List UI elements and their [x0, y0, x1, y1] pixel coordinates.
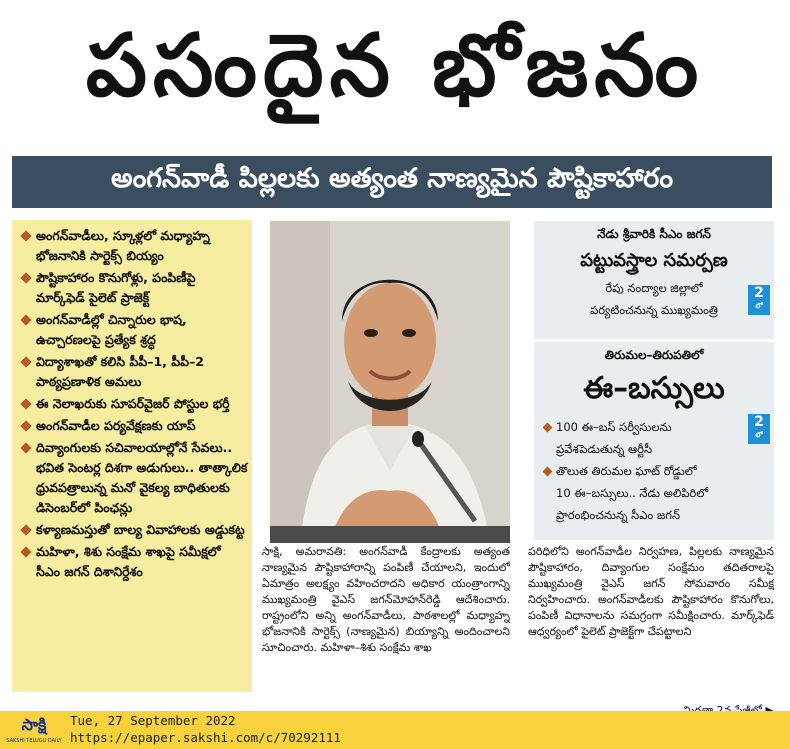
ebus-bullet-line: 10 ఈ–బస్సులు.. నేడు అలిపిరిలో [556, 486, 709, 500]
article-body-right: పరిధిలోని అంగన్‌వాడీల నిర్వహణ, పిల్లలకు నాణ్యమైన పౌష్టికాహారం, దివ్యాంగుల సంక్షేమం తదితరాలపై ముఖ్యమంత్రి వైఎస్‌ జగన్‌ సోమవారం సమీక్ష నిర్వహించారు. అంగన్‌వాడీలకు పౌష్టికాహారం కొనుగోలు, పంపిణీ విధానాలను సమగ్రంగా సమీక్షించారు. మార్క్‌ఫెడ్‌ ఆధ్వర్యంలో పైలెట్‌ ప్రాజెక్ట్‌గా చేపట్టాలని [528, 545, 774, 638]
badge-suffix: లో [755, 431, 763, 439]
highlight-item [22, 310, 248, 350]
box1-line: పర్యటించనున్న ముఖ్యమంత్రి [590, 303, 718, 317]
highlight-text: అంగన్‌వాడీల్లో చిన్నారుల భాష, ఉచ్చారణలపై ప్రత్యేక శ్రద్ధ [36, 312, 187, 347]
highlight-item [22, 520, 248, 540]
article-body-left: సాక్షి, అమరావతి: అంగన్‌వాడీ కేంద్రాలకు అత్యంత నాణ్యమైన పౌష్టికాహారాన్ని పంపిణీ చేయాలని, ఇందులో ఏమాత్రం అలక్ష్యం వహించరాదని అధికార యంత్రాంగాన్ని ముఖ్యమంత్రి వైఎస్‌ జగన్‌మోహన్‌రెడ్డి ఆదేశించారు. రాష్ట్రంలోని అన్ని అంగన్‌వాడీలు, పాఠశాలల్లో మధ్యాహ్న భోజనానికి సార్టెక్స్‌ (నాణ్యమైన) బియ్యాన్ని అందించాలని సూచించారు. మహిళా–శిశు సంక్షేమ శాఖ [262, 545, 510, 654]
highlight-text: దివ్యాంగులకు సచివాలయాల్లోనే సేవలు.. భవిత సెంటర్ల దిశగా అడుగులు.. తాత్కాలిక ధ్రువపత్రాలున్న మనో వైకల్య బాధితులకు డిసెంబర్‌లో పింఛన్లు [36, 440, 248, 515]
box2-intro: తిరుమల–తిరుపతిలో [604, 348, 704, 362]
ebus-bullet-line: 100 ఈ–బస్‌ సర్వీసులను [556, 420, 672, 434]
bullet-diamond-icon [543, 467, 553, 477]
ebus-bullet-line: తొలుత తిరుమల ఘాట్‌ రోడ్డులో [556, 464, 697, 478]
highlight-text: విద్యాశాఖతో కలిసి పీపీ–1, పీపీ–2 పాఠ్యప్రణాళిక అమలు [36, 354, 204, 389]
logo-text: సాక్షి [21, 715, 47, 734]
chief-minister-photo [270, 221, 510, 543]
page-ref-badge[interactable] [748, 414, 770, 444]
highlight-text: అంగన్‌వాడీల పర్యవేక్షణకు యాప్‌ [36, 418, 196, 433]
bullet-diamond-icon [20, 230, 31, 241]
highlight-text: అంగన్‌వాడీలు, స్కూళ్లలో మధ్యాహ్న భోజనానికి సార్టెక్స్‌ బియ్యం [36, 228, 210, 263]
highlights-sidebar [12, 220, 252, 692]
highlight-item [22, 542, 248, 582]
cm-visit-box [534, 221, 774, 339]
highlight-text: కళ్యాణమస్తుతో బాల్య వివాహాలకు అడ్డుకట్ట [36, 522, 245, 537]
highlight-item [22, 416, 248, 436]
highlight-text: మహిళా, శిశు సంక్షేమ శాఖపై సమీక్షలో సీఎం జగన్‌ దిశానిర్దేశం [36, 544, 221, 579]
box1-title: పట్టువస్త్రాల సమర్పణ [580, 250, 728, 271]
edition-date: Tue, 27 September 2022 [70, 713, 236, 728]
logo-subtitle: SAKSHI TELUGU DAILY [6, 738, 62, 744]
bullet-diamond-icon [20, 546, 31, 557]
bullet-diamond-icon [20, 272, 31, 283]
badge-page-number: 2 [754, 285, 764, 301]
badge-page-number: 2 [754, 414, 764, 430]
ebus-bullet-line: ప్రారంభించనున్న సీఎం జగన్‌ [556, 508, 681, 522]
bullet-diamond-icon [20, 420, 31, 431]
bullet-diamond-icon [20, 356, 31, 367]
highlight-text: పౌష్టికాహారం కొనుగోళ్లు, పంపిణీపై మార్క్‌ఫెడ్‌ పైలెట్‌ ప్రాజెక్ట్‌ [36, 270, 196, 305]
epaper-url[interactable]: https://epaper.sakshi.com/c/70292111 [70, 730, 341, 745]
box1-line: రేపు నంద్యాల జిల్లాలో [605, 281, 703, 295]
bullet-diamond-icon [20, 398, 31, 409]
footer-bar [0, 711, 790, 749]
highlight-text: ఈ నెలాఖరుకు సూపర్‌వైజర్‌ పోస్టుల భర్తీ [36, 396, 230, 411]
page-ref-badge[interactable] [748, 285, 770, 315]
highlight-item [22, 268, 248, 308]
ebus-bullet-line: ప్రవేశపెడుతున్న ఆర్టీసీ [556, 442, 653, 456]
highlight-item [22, 438, 248, 518]
bullet-diamond-icon [20, 524, 31, 535]
box1-intro: నేడు శ్రీవారికి సీఎం జగన్‌ [597, 227, 711, 241]
badge-suffix: లో [755, 302, 763, 310]
ebus-bullet [534, 460, 774, 526]
sub-headline-banner: అంగన్‌వాడీ పిల్లలకు అత్యంత నాణ్యమైన పౌష్టికాహారం [12, 156, 772, 208]
bullet-diamond-icon [20, 314, 31, 325]
sakshi-logo [6, 712, 62, 747]
box2-title: ఈ–బస్సులు [583, 371, 725, 406]
highlight-item [22, 352, 248, 392]
ebus-box [534, 342, 774, 540]
bullet-diamond-icon [543, 423, 553, 433]
portrait-illustration [270, 221, 510, 543]
highlight-item [22, 226, 248, 266]
ebus-bullet [534, 416, 774, 460]
bullet-diamond-icon [20, 442, 31, 453]
page-headline: పసందైన భోజనం [85, 15, 705, 116]
highlight-item [22, 394, 248, 414]
